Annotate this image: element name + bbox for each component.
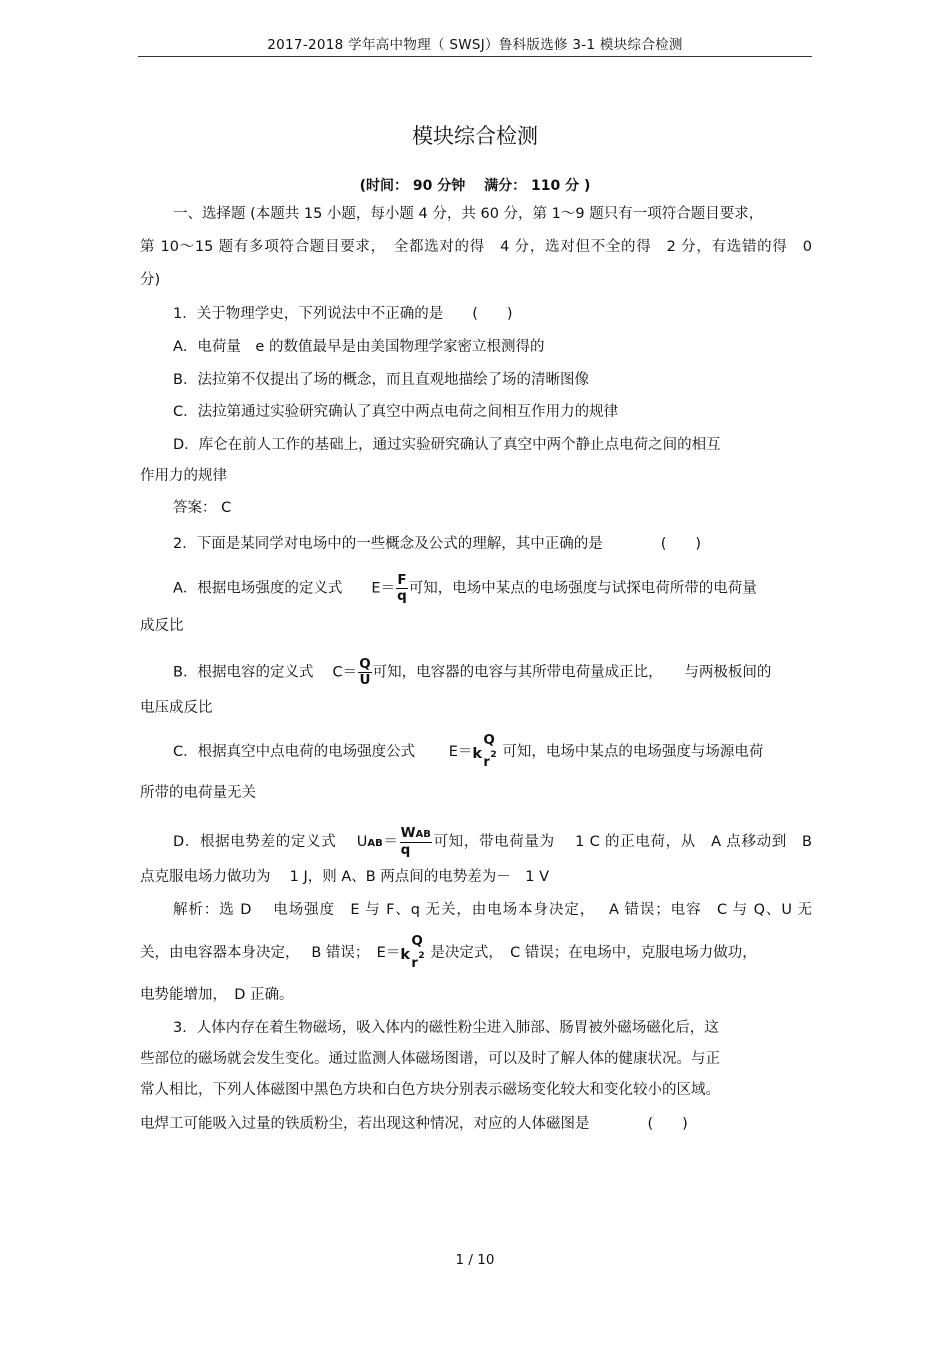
q2-option-c-line2: 所带的电荷量无关 [140, 785, 256, 801]
header-rule [138, 56, 812, 57]
q2-a-suffix: 可知，电场中某点的电场强度与试探电荷所带的电荷量 [408, 580, 757, 597]
formula-exponent: 2 [418, 951, 425, 961]
q3-line2: 些部位的磁场就会发生变化。通过监测人体磁场图谱，可以及时了解人体的健康状况。与正 [140, 1051, 720, 1067]
q1-stem: 1．关于物理学史，下列说法中不正确的是 ( ) [173, 306, 513, 322]
q1-option-a: A．电荷量 e 的数值最早是由美国物理学家密立根测得的 [173, 339, 545, 355]
q2-a-prefix: A．根据电场强度的定义式 E＝ [173, 580, 396, 597]
running-header: 2017-2018 学年高中物理（ SWSJ）鲁科版选修 3-1 模块综合检测 [267, 37, 683, 53]
q3-line1: 3．人体内存在着生物磁场，吸入体内的磁性粉尘进入肺部、肠胃被外磁场磁化后，这 [173, 1020, 719, 1036]
section-instructions-line3: 分) [140, 272, 161, 288]
q1-option-b: B．法拉第不仅提出了场的概念，而且直观地描绘了场的清晰图像 [173, 372, 589, 388]
q1-option-d-line1: D．库仑在前人工作的基础上，通过实验研究确认了真空中两个静止点电荷之间的相互 [173, 437, 721, 453]
subscript-ab: AB [367, 838, 383, 849]
formula-wab-over-q [400, 826, 432, 858]
formula-exponent: 2 [490, 750, 497, 760]
q1-option-c: C．法拉第通过实验研究确认了真空中两点电荷之间相互作用力的规律 [173, 404, 619, 420]
page-number: 1 / 10 [455, 1252, 495, 1268]
q2-option-d-line2: 点克服电场力做功为 1 J，则 A、B 两点间的电势差为－ 1 V [140, 869, 550, 885]
formula-f-over-q [396, 573, 408, 604]
frac-numerator: Q [359, 656, 371, 672]
formula-kq-over-r2 [472, 732, 502, 770]
formula-q: Q [483, 732, 495, 748]
frac-numerator: F [397, 572, 407, 588]
frac-numerator-w: W [400, 825, 416, 841]
frac-denominator: q [397, 588, 407, 604]
section-instructions-line2: 第 10～15 题有多项符合题目要求， 全都选对的得 4 分，选对但不全的得 2 分，有选错的得 0 [140, 239, 812, 255]
q3-line3: 常人相比，下列人体磁图中黑色方块和白色方块分别表示磁场变化较大和变化较小的区域。 [140, 1082, 720, 1098]
q2-option-b-line2: 电压成反比 [140, 700, 213, 716]
formula-r: r [411, 956, 418, 971]
formula-q: Q [411, 933, 423, 949]
q2-d-prefix: D．根据电势差的定义式 U [173, 834, 368, 850]
q2-option-a [173, 573, 812, 604]
q2-stem: 2．下面是某同学对电场中的一些概念及公式的理解，其中正确的是 ( ) [173, 536, 702, 552]
q2-option-d [173, 826, 812, 858]
q2-b-suffix: 可知，电容器的电容与其所带电荷量成正比， 与两极板间的 [372, 664, 772, 681]
q2-explanation-line2 [140, 933, 812, 971]
q2-c-prefix: C．根据真空中点电荷的电场强度公式 E＝ [173, 744, 473, 760]
frac-denominator: q [400, 842, 411, 858]
q2-option-c [173, 732, 812, 770]
page-title: 模块综合检测 [412, 124, 538, 148]
q2-expl2-prefix: 关，由电容器本身决定， B 错误； E＝ [140, 945, 401, 961]
q2-explanation-line3: 电势能增加， D 正确。 [140, 987, 294, 1003]
q3-line4: 电焊工可能吸入过量的铁质粉尘，若出现这种情况，对应的人体磁图是 ( ) [140, 1116, 688, 1132]
formula-kq-over-r2 [400, 933, 430, 971]
equals-sign: ＝ [382, 834, 399, 850]
q2-c-suffix: 可知，电场中某点的电场强度与场源电荷 [502, 744, 764, 760]
q2-explanation-line1: 解析：选 D 电场强度 E 与 F、q 无关，由电场本身决定， A 错误；电容 C 与 Q、U 无 [173, 902, 812, 918]
frac-numerator [400, 826, 432, 843]
frac-denominator: U [359, 672, 371, 688]
q2-expl2-suffix: 是决定式， C 错误；在电场中，克服电场力做功， [430, 945, 757, 961]
exam-meta: (时间： 90 分钟 满分： 110 分 ) [359, 178, 591, 194]
q2-b-prefix: B．根据电容的定义式 C＝ [173, 664, 358, 681]
section-instructions-line1: 一、选择题 (本题共 15 小题，每小题 4 分，共 60 分，第 1～9 题只有一项符合题目要求， [173, 206, 764, 222]
q2-option-a-line2: 成反比 [140, 618, 184, 634]
formula-r: r [483, 755, 490, 770]
formula-k: k [472, 746, 483, 762]
formula-k: k [400, 947, 410, 963]
q2-option-b [173, 657, 812, 688]
q1-answer: 答案： C [173, 500, 232, 516]
q1-option-d-line2: 作用力的规律 [140, 468, 227, 484]
frac-numerator-subscript: AB [415, 829, 431, 840]
q2-d-suffix: 可知，带电荷量为 1 C 的正电荷，从 A 点移动到 B [432, 834, 813, 850]
formula-q-over-u [358, 657, 371, 688]
